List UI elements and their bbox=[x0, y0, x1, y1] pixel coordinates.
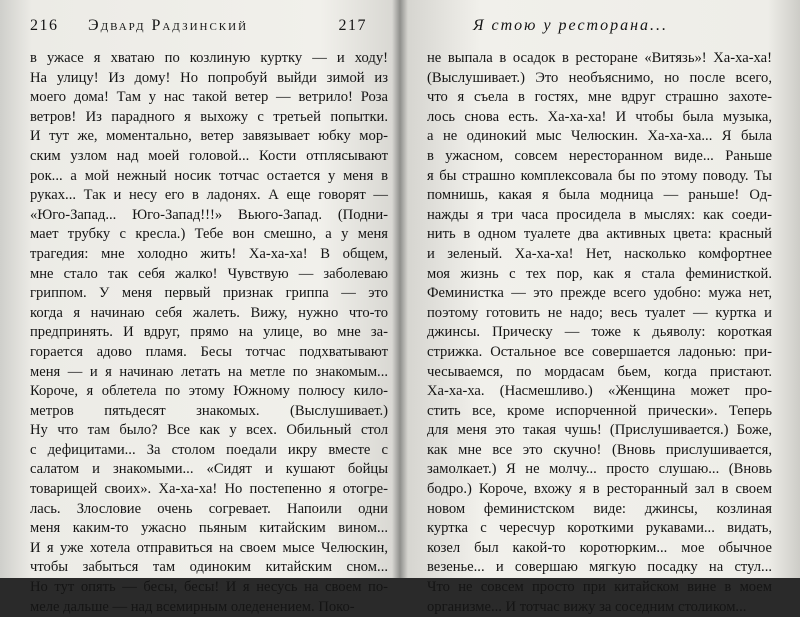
text-line: ским узлом над моей головой... Кости отплясывают bbox=[30, 147, 388, 164]
text-line: помнишь, какая я была модница — раньше! Од- bbox=[427, 187, 772, 204]
text-line: что я съела в гостях, мне вдруг страшно захоте- bbox=[427, 89, 772, 106]
text-line: (Выслушивает.) Это необъяснимо, но после всего, bbox=[427, 69, 772, 86]
text-line: руках... Так и несу его в ладонях. А еще говорят — bbox=[30, 187, 388, 204]
right-page bbox=[338, 0, 800, 615]
text-line: предпринять. И вдруг, прямо на улице, во мне за- bbox=[30, 324, 388, 341]
text-line: мне стало так себя жалко! Чувствую — заболеваю bbox=[30, 265, 388, 282]
right-running-header: Я стою у ресторана... bbox=[473, 17, 669, 34]
left-page-number: 216 bbox=[30, 17, 59, 34]
text-line: куртка с чересчур короткими рукавами... видать, bbox=[427, 520, 772, 537]
text-line: трагедия: мне холодно жить! Ха-ха-ха! В общем, bbox=[30, 245, 388, 262]
text-line: Что не совсем просто при китайском вине в моем bbox=[427, 579, 772, 596]
right-page-text bbox=[427, 49, 772, 617]
text-line: Ха-ха-ха. (Насмешливо.) «Женщина может про- bbox=[427, 383, 772, 400]
text-line: поэтому готовить не надо; весь туалет — куртка и bbox=[427, 304, 772, 321]
text-line: чесываемся, по мордасам бьем, когда пристают. bbox=[427, 363, 772, 380]
text-line: стить все, кроме испорченной прически». Теперь bbox=[427, 402, 772, 419]
text-line: организме... И тотчас вижу за соседним столиком... bbox=[427, 598, 747, 615]
text-line: нажды я три часа просидела в мыслях: как соеди- bbox=[427, 206, 772, 223]
text-line: стрижка. Остальное все совершается ладонью: при- bbox=[427, 343, 772, 360]
text-line: мает трубку с кресла.) Тебе вон смешно, а у меня bbox=[30, 226, 388, 243]
text-line: как мне все это скучно! (Вновь прислушивается, bbox=[427, 441, 772, 458]
text-line: лась. Злословие очень согревает. Напоили одни bbox=[30, 500, 388, 517]
text-line: в ужасе я хватаю по козлиную куртку — и ходу! bbox=[30, 50, 388, 66]
text-line: когда я начинаю себя жалеть. Вижу, нужно что-то bbox=[30, 304, 388, 321]
text-line: ветров! Из парадного я выхожу с третьей попытки. bbox=[30, 108, 388, 125]
text-line: новом феминистском виде: джинсы, козлиная bbox=[427, 500, 772, 517]
left-page bbox=[0, 0, 400, 615]
text-line: для меня это такая чушь! (Прислушивается.) Боже, bbox=[427, 422, 772, 439]
text-line: замолкает.) Я не молчу... просто слушаю... (Вновь bbox=[427, 461, 772, 478]
text-line: бодро.) Короче, вхожу я в ресторанный зал в своем bbox=[427, 481, 772, 498]
text-line: и зеленый. Ха-ха-ха! Нет, насколько комфортнее bbox=[427, 245, 772, 262]
text-line: я бы страшно комплексовала бы по этому поводу. Ты bbox=[427, 167, 772, 184]
text-line: метров пятьдесят знакомых. (Выслушивает.) bbox=[30, 402, 388, 419]
text-line: меня каким-то ужасно пьяным китайским вином... bbox=[30, 520, 388, 537]
text-line: горается адово пламя. Бесы тотчас подхватывают bbox=[30, 343, 388, 360]
text-line: моя жизнь с тех пор, как я стала феминисткой. bbox=[427, 265, 772, 282]
text-line: джинсы. Прическу — тоже к дьяволу: короткая bbox=[427, 324, 772, 341]
text-line: Феминистка — это прежде всего удобно: мужа нет, bbox=[427, 285, 772, 302]
text-line: меня — и я начинаю летать на метле по знакомым... bbox=[30, 363, 388, 380]
left-page-text bbox=[30, 49, 388, 617]
text-line: Короче, я облетела по этому Южному полюсу кило- bbox=[30, 383, 388, 400]
text-line: Ну что там было? Все как у всех. Обильный стол bbox=[30, 422, 388, 439]
text-line: не выпала в осадок в ресторане «Витязь»! Ха-ха-ха! bbox=[427, 50, 772, 66]
text-line: И я уже хотела отправиться на своем мысе Челюскин, bbox=[30, 539, 388, 556]
text-line: И тут же, моментально, ветер завязывает юбку мор- bbox=[30, 128, 388, 145]
text-line: «Юго-Запад... Юго-Запад!!!» Вьюго-Запад. (Подни- bbox=[30, 206, 388, 223]
text-line: меле дальше — над всемирным оледенением. Поко- bbox=[30, 598, 355, 615]
right-page-number: 217 bbox=[338, 17, 367, 34]
text-line: рок... а мой нежный носик тотчас остается у меня в bbox=[30, 167, 388, 184]
text-line: везенье... и совершаю мягкую посадку на стул... bbox=[427, 559, 772, 576]
text-line: гриппом. У меня первый признак гриппа — это bbox=[30, 285, 388, 302]
text-line: козел был какой-то коротюрким... мое обычное bbox=[427, 539, 772, 556]
left-running-header: Эдвард Радзинский bbox=[88, 17, 249, 34]
text-line: с дефицитами... За столом поедали икру вместе с bbox=[30, 441, 388, 458]
text-line: товарищей своих». Ха-ха-ха! Но постепенно я отогре- bbox=[30, 481, 388, 498]
text-line: нить в одном туалете два активных цвета: красный bbox=[427, 226, 772, 243]
text-line: моего дома! Там у нас такой ветер — ветрило! Роза bbox=[30, 89, 388, 106]
text-line: чтобы забыться там одиноким китайским сном... bbox=[30, 559, 388, 576]
text-line: в ужасном, совсем нересторанном виде... Раньше bbox=[427, 147, 772, 164]
text-line: лось снова есть. Ха-ха-ха! И чтобы была музыка, bbox=[427, 108, 772, 125]
text-line: а не одинокий мыс Челюскин. Ха-ха-ха... Я была bbox=[427, 128, 772, 145]
text-line: салатом и знакомыми... «Сидят и кушают бойцы bbox=[30, 461, 388, 478]
text-line: Но тут опять — бесы, бесы! И я несусь на своем по- bbox=[30, 579, 388, 596]
text-line: На улицу! Из дому! Но попробуй выйди зимой из bbox=[30, 69, 388, 86]
